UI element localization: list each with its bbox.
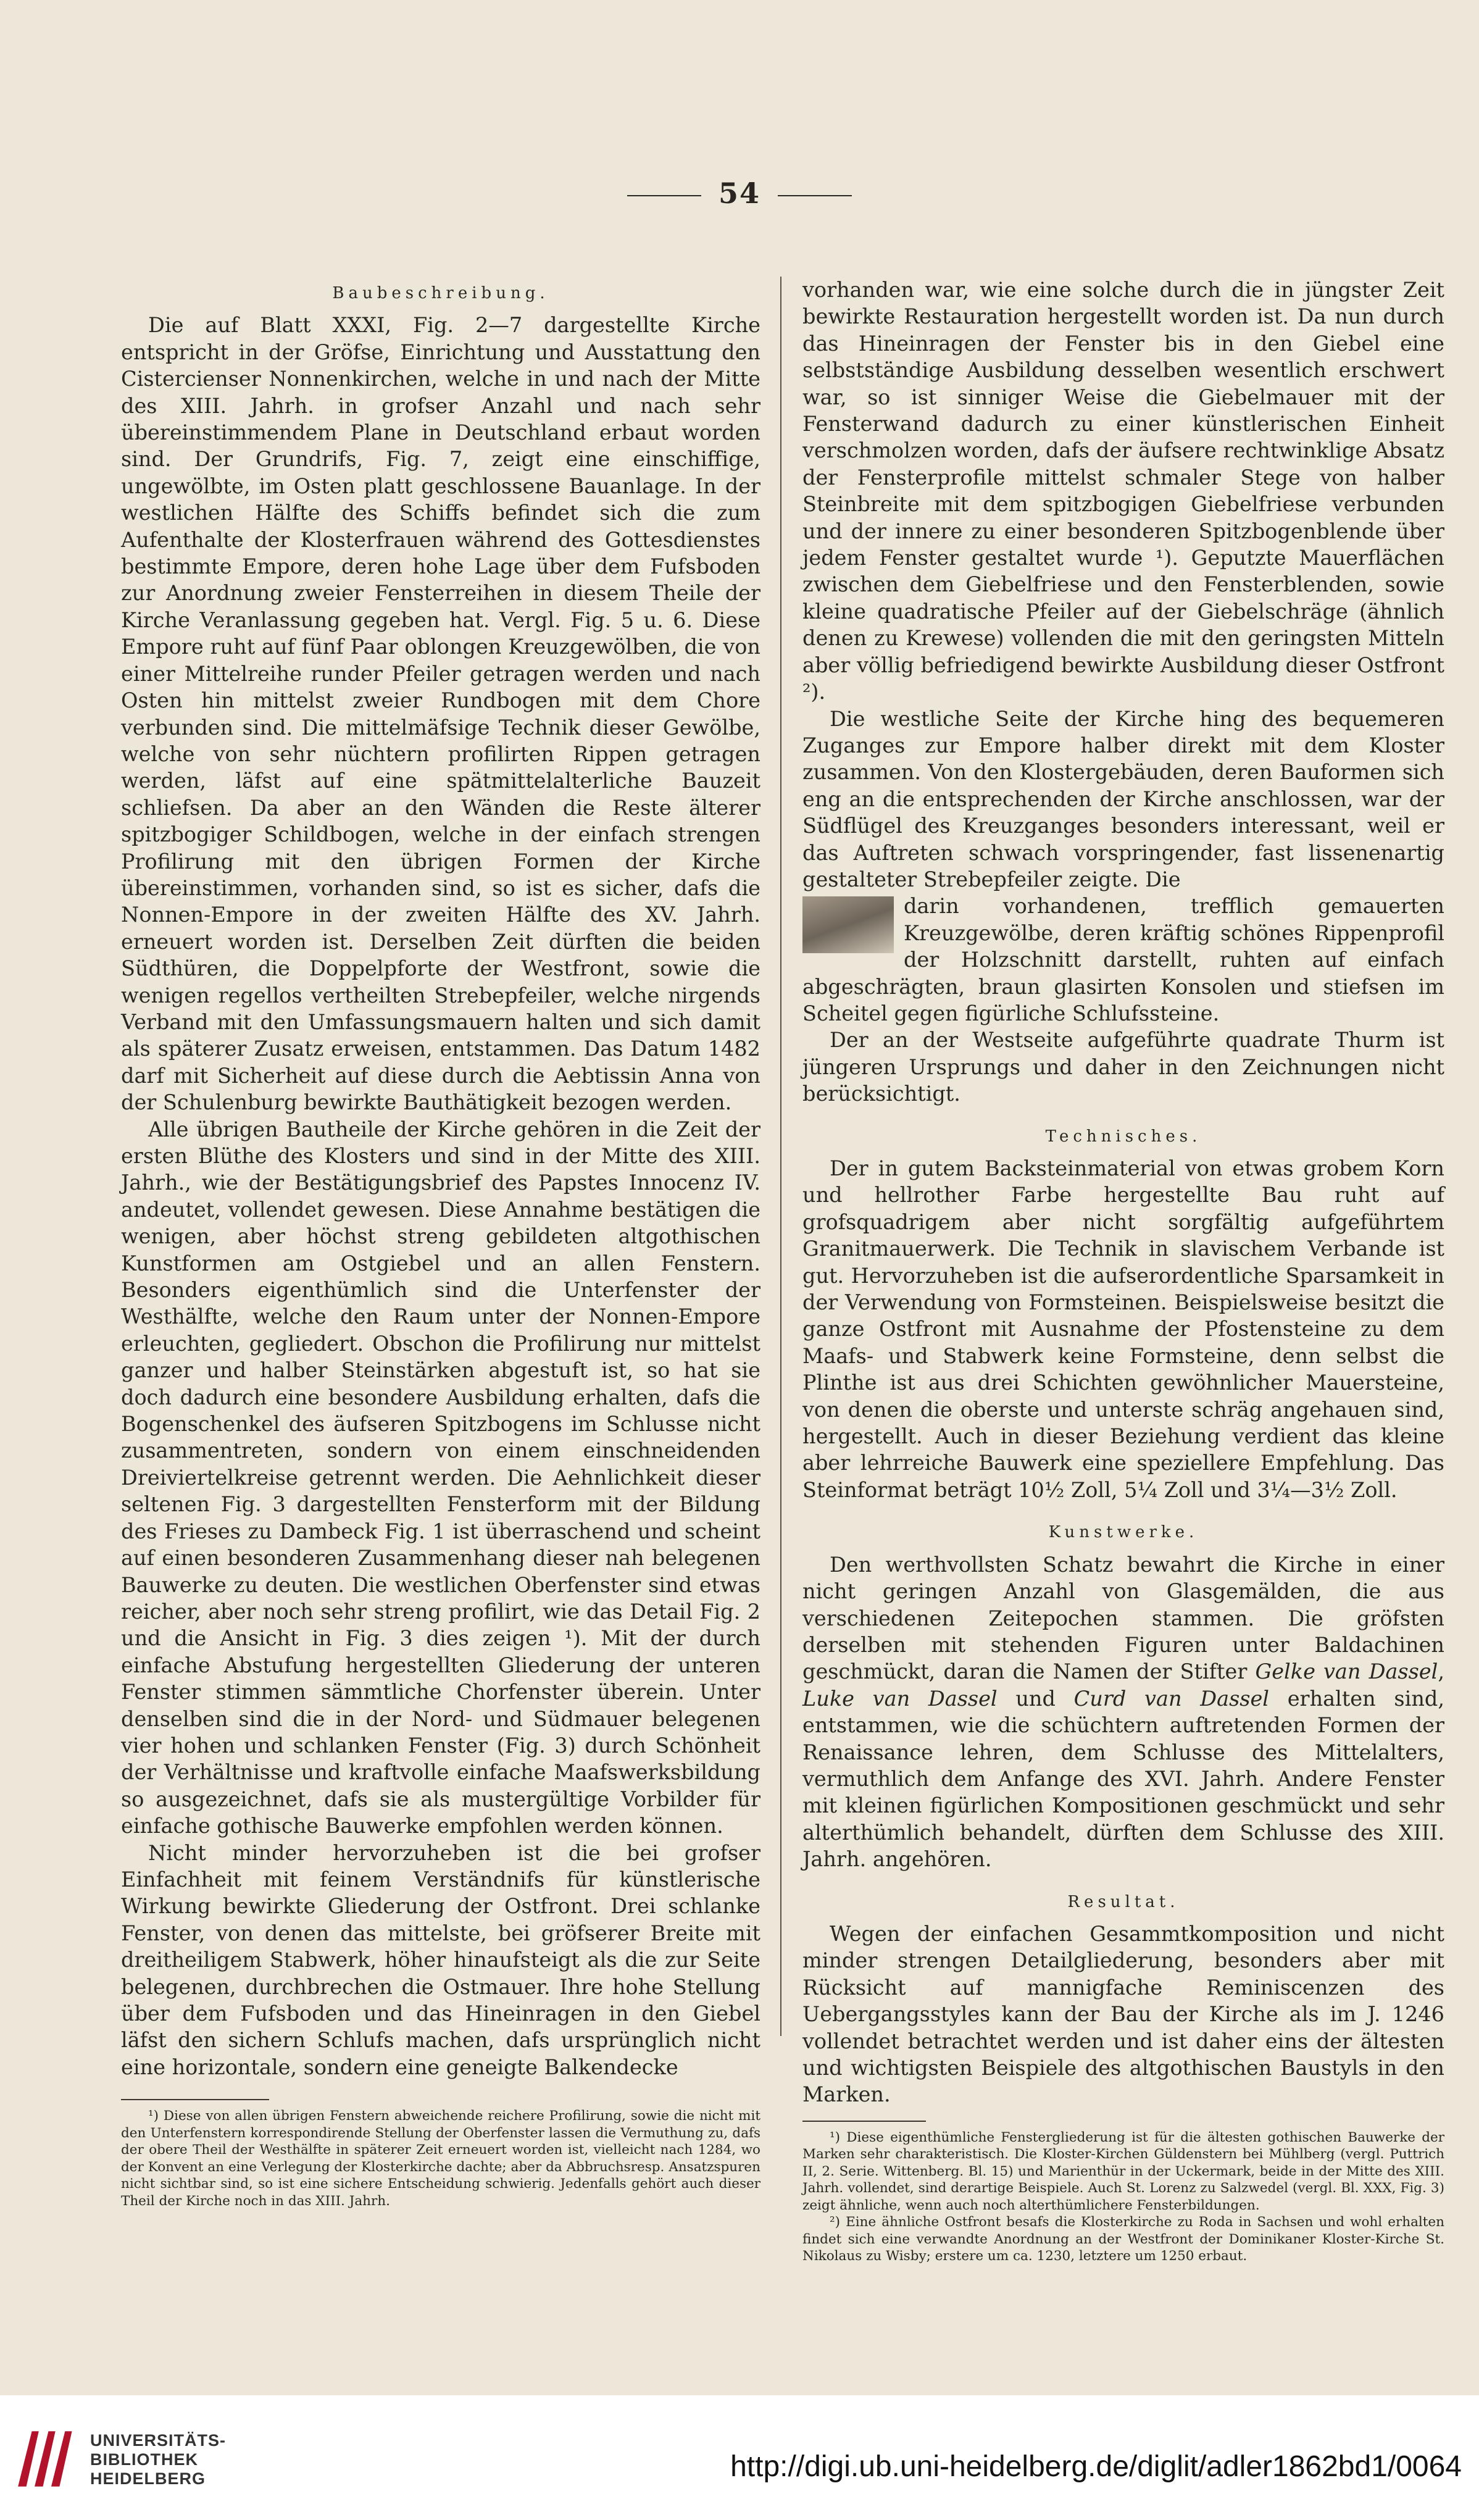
paragraph: Der in gutem Backsteinmaterial von etwas grobem Korn und hellrother Farbe hergestellte Bau ruht auf grofsquadrigem aber nicht sorgfältig aufgeführtem Granitmauerwerk. Die Technik in slavischem Verbande ist gut. Hervorzuheben ist die aufserordentliche Sparsamkeit in der Verwendung von Formsteinen. Beispielsweise besitzt die ganze Ostfront mit Ausnahme der Pfostensteine zu dem Maafs- und Stabwerk keine Formsteine, denn selbst die Plinthe ist aus drei Schichten gewöhnlicher Mauersteine, von denen die oberste und unterste schräg angehauen sind, hergestellt. Auch in dieser Beziehung verdient das kleine aber lehrreiche Bauwerk eine speziellere Empfehlung. Das Steinformat beträgt 10½ Zoll, 5¼ Zoll und 3¼—3½ Zoll. [802,1156,1444,1502]
library-name-line: BIBLIOTHEK [90,2450,198,2469]
page-number: 54 [0,177,1479,210]
paragraph: Wegen der einfachen Gesammtkomposition und nicht minder strengen Detailgliederung, besonders aber mit Rücksicht auf mannigfache Reminiscenzen des Uebergangsstyles kann der Bau der Kirche als im J. 1246 vollendet betrachtet werden und ist daher eins der ältesten und wichtigsten Beispiele des altgothischen Baustyls in den Marken. [802,1921,1444,2107]
university-library-logo-icon [11,2424,80,2493]
footnote-rule [121,2099,269,2100]
footnote: ¹) Diese von allen übrigen Fenstern abweichende reichere Profilirung, sowie die nicht mit den Unterfenstern korrespondirende Stellung der Oberfenster lassen die Vermuthung zu, dafs der obere Theil der Westhälfte in späterer Zeit erneuert worden ist, vielleicht nach 1284, wo der Konvent an eine Verlegung der Klosterkirche dachte; aber da Abbruchsresp. Ansatzspuren nicht sichtbar sind, so ist eine sichere Entscheidung schwierig. Jedenfalls gehört auch dieser Theil der Kirche noch in das XIII. Jahrh. [121,2108,760,2209]
paragraph-text: erhalten sind, entstammen, wie die schüchtern auftretenden Formen der Renaissance lehren, dem Schlusse des Mittelalters, vermuthlich dem Anfange des XVI. Jahrh. Andere Fenster mit kleinen figürlichen Kompositionen geschmückt und sehr alterthümlich behandelt, dürften dem Schlusse des XIII. Jahrh. angehören. [802,1686,1444,1872]
library-name-line: UNIVERSITÄTS- [90,2431,227,2450]
section-heading-baubeschreibung: Baubeschreibung. [332,284,549,302]
paragraph: Alle übrigen Bautheile der Kirche gehören in die Zeit der ersten Blüthe des Klosters und sind in der Mitte des XIII. Jahrh., wie der Bestätigungsbrief des Papstes Innocenz IV. andeutet, vollendet gewesen. Diese Annahme bestätigen die wenigen, aber höchst streng gebildeten altgothischen Kunstformen am Ostgiebel und an allen Fenstern. Besonders eigenthümlich sind die Unterfenster der Westhälfte, welche den Raum unter der Nonnen-Empore erleuchten, gegliedert. Obschon die Profilirung nur mittelst ganzer und halber Steinstärken abgestuft ist, so hat sie doch dadurch eine besondere Ausbildung erhalten, dafs die Bogenschenkel des äufseren Spitzbogens im Schlusse nicht zusammentreten, sondern von einem einschneidenden Dreiviertelkreise getrennt werden. Die Aehnlichkeit dieser seltenen Fig. 3 dargestellten Fensterform mit der Bildung des Frieses zu Dambeck Fig. 1 ist überraschend und scheint auf einen besonderen Zusammenhang dieser nah belegenen Bauwerke zu deuten. Die westlichen Oberfenster sind etwas reicher, aber noch sehr streng profilirt, wie das Detail Fig. 2 und die Ansicht in Fig. 3 dies zeigen ¹). Mit der durch einfache Abstufung hergestellten Gliederung der unteren Fenster stimmen sämmtliche Chorfenster überein. Unter denselben sind die in der Nord- und Südmauer belegenen vier hohen und schlanken Fenster (Fig. 3) durch Schönheit der Verhältnisse und kraftvolle einfache Maafswerksbildung so ausgezeichnet, dafs sie als mustergültige Vorbilder für einfache gothische Bauwerke empfohlen werden können. [121,1117,760,1838]
left-column [121,277,760,2209]
library-name-line: HEIDELBERG [90,2469,206,2488]
rib-profile-woodcut-image [802,896,894,953]
library-name [90,2431,226,2489]
footnote: ²) Eine ähnliche Ostfront besafs die Klosterkirche zu Roda in Sachsen und wohl erhalten findet sich eine verwandte Anordnung an der Westfront der Dominikaner Kloster-Kirche St. Nikolaus zu Wisby; erstere um ca. 1230, letztere um 1250 erbaut. [802,2214,1444,2264]
footnote-rule [802,2121,926,2122]
paragraph: Nicht minder hervorzuheben ist die bei grofser Einfachheit mit feinem Verständnifs für künstlerische Wirkung bewirkte Gliederung der Ostfront. Drei schlanke Fenster, von denen das mittelste, bei gröfserer Breite mit dreitheiligem Stabwerk, höher hinaufsteigt als die zur Seite belegenen, durchbrechen die Ostmauer. Ihre hohe Stellung über dem Fufsboden und das Hineinragen in den Giebel läfst den sichern Schlufs machen, dafs ursprünglich nicht eine horizontale, sondern eine geneigte Balkendecke [121,1840,760,2079]
conjunction-text: und [997,1686,1074,1711]
footnote: ¹) Diese eigenthümliche Fenstergliederung ist für die ältesten gothischen Bauwerke der Marken sehr charakteristisch. Die Kloster-Kirchen Güldenstern bei Mühlberg (vergl. Puttrich II, 2. Serie. Wittenberg. Bl. 15) und Marienthür in der Uckermark, beide in der Mitte des XIII. Jahrh. vollendet, sind derartige Beispiele. Auch St. Lorenz zu Salzwedel (vergl. Bl. XXX, Fig. 3) zeigt ähnliche, wenn auch noch alterthümlichere Fensterbildungen. [802,2129,1444,2213]
separator-text: , [1438,1659,1444,1684]
paragraph: vorhanden war, wie eine solche durch die in jüngster Zeit bewirkte Restauration hergestellt worden ist. Da nun durch das Hineinragen der Fenster bis in den Giebel eine selbstständige Ausbildung desselben wesentlich erschwert war, so ist sinniger Weise die Giebelmauer mit der Fensterwand dadurch zu einer künstlerischen Einheit verschmolzen worden, dafs der äufsere rechtwinklige Absatz der Fensterprofile mittelst schmaler Stege von halber Steinbreite mit dem spitzbogigen Giebelfriese verbunden und der innere zu einer besonderen Spitzbogenblende über jedem Fenster gestaltet wurde ¹). Geputzte Mauerflächen zwischen dem Giebelfriese und den Fensterblenden, sowie kleine quadratische Pfeiler auf der Giebelschräge (ähnlich denen zu Krewese) vollenden die mit den geringsten Mitteln aber völlig befriedigend bewirkte Ausbildung dieser Ostfront ²). [802,278,1444,704]
donor-name: Luke van Dassel [802,1686,998,1711]
source-url-link[interactable]: http://digi.ub.uni-heidelberg.de/diglit/adler1862bd1/0064 [730,2450,1462,2483]
paragraph-text: Den werthvollsten Schatz bewahrt die Kirche in einer nicht geringen Anzahl von Glasgemälden, die aus verschiedenen Zeitepochen stammen. Die gröfsten derselben mit stehenden Figuren unter Baldachinen geschmückt, daran die Namen der Stifter [802,1552,1444,1684]
column-divider [780,277,781,2036]
section-heading-resultat: Resultat. [1067,1892,1180,1911]
paragraph [802,1551,1444,1873]
paragraph-with-woodcut [802,893,1444,1027]
donor-name: Curd van Dassel [1073,1686,1270,1711]
right-column [802,277,1444,2265]
section-heading-kunstwerke: Kunstwerke. [1048,1523,1199,1542]
donor-name: Gelke van Dassel [1255,1659,1438,1684]
paragraph: Die westliche Seite der Kirche hing des bequemeren Zuganges zur Empore halber direkt mit dem Kloster zusammen. Von den Klostergebäuden, deren Bauformen sich eng an die entsprechenden der Kirche anschlossen, war der Südflügel des Kreuzganges besonders interessant, weil er das Auftreten schwach vorspringender, fast lissenenartig gestalteter Strebepfeiler zeigte. Die [802,706,1444,891]
paragraph: Der an der Westseite aufgeführte quadrate Thurm ist jüngeren Ursprungs und daher in den Zeichnungen nicht berücksichtigt. [802,1028,1444,1106]
paragraph-text: darin vorhandenen, trefflich gemauerten Kreuzgewölbe, deren kräftig schönes Rippenprofil der Holzschnitt darstellt, ruhten auf einfach abgeschrägten, braun glasirten Konsolen und stiefsen im Scheitel gegen figürliche Schlufssteine. [802,894,1444,1025]
section-heading-technisches: Technisches. [1045,1127,1202,1146]
paragraph: Die auf Blatt XXXI, Fig. 2—7 dargestellte Kirche entspricht in der Gröfse, Einrichtung und Ausstattung den Cistercienser Nonnenkirchen, welche in und nach der Mitte des XIII. Jahrh. in grofser Anzahl und nach sehr übereinstimmendem Plane in Deutschland erbaut worden sind. Der Grundrifs, Fig. 7, zeigt eine einschiffige, ungewölbte, im Osten platt geschlossene Bauanlage. In der westlichen Hälfte des Schiffs befindet sich die zum Aufenthalte der Klosterfrauen während des Gottesdienstes bestimmte Empore, deren hohe Lage über dem Fufsboden zur Anordnung zweier Fensterreihen in diesem Theile der Kirche Veranlassung gegeben hat. Vergl. Fig. 5 u. 6. Diese Empore ruht auf fünf Paar oblongen Kreuzgewölben, die von einer Mittelreihe runder Pfeiler getragen werden und nach Osten hin mittelst zweier Rundbogen mit dem Chore verbunden sind. Die mittelmäfsige Technik dieser Gewölbe, welche von sehr nüchtern profilirten Rippen getragen werden, läfst auf eine spätmittelalterliche Bauzeit schliefsen. Da aber an den Wänden die Reste älterer spitzbogiger Schildbogen, welche in der einfach strengen Profilirung mit den übrigen Formen der Kirche übereinstimmen, vorhanden sind, so ist es sicher, dafs die Nonnen-Empore in der zweiten Hälfte des XV. Jahrh. erneuert worden ist. Derselben Zeit dürften die beiden Südthüren, die Doppelpforte der Westfront, sowie die wenigen regellos vertheilten Strebepfeiler, welche nirgends Verband mit den Umfassungsmauern halten und sich damit als späterer Zusatz erweisen, entstammen. Das Datum 1482 darf mit Sicherheit auf diese durch die Aebtissin Anna von der Schulenburg bewirkte Bauthätigkeit bezogen werden. [121,313,760,1115]
